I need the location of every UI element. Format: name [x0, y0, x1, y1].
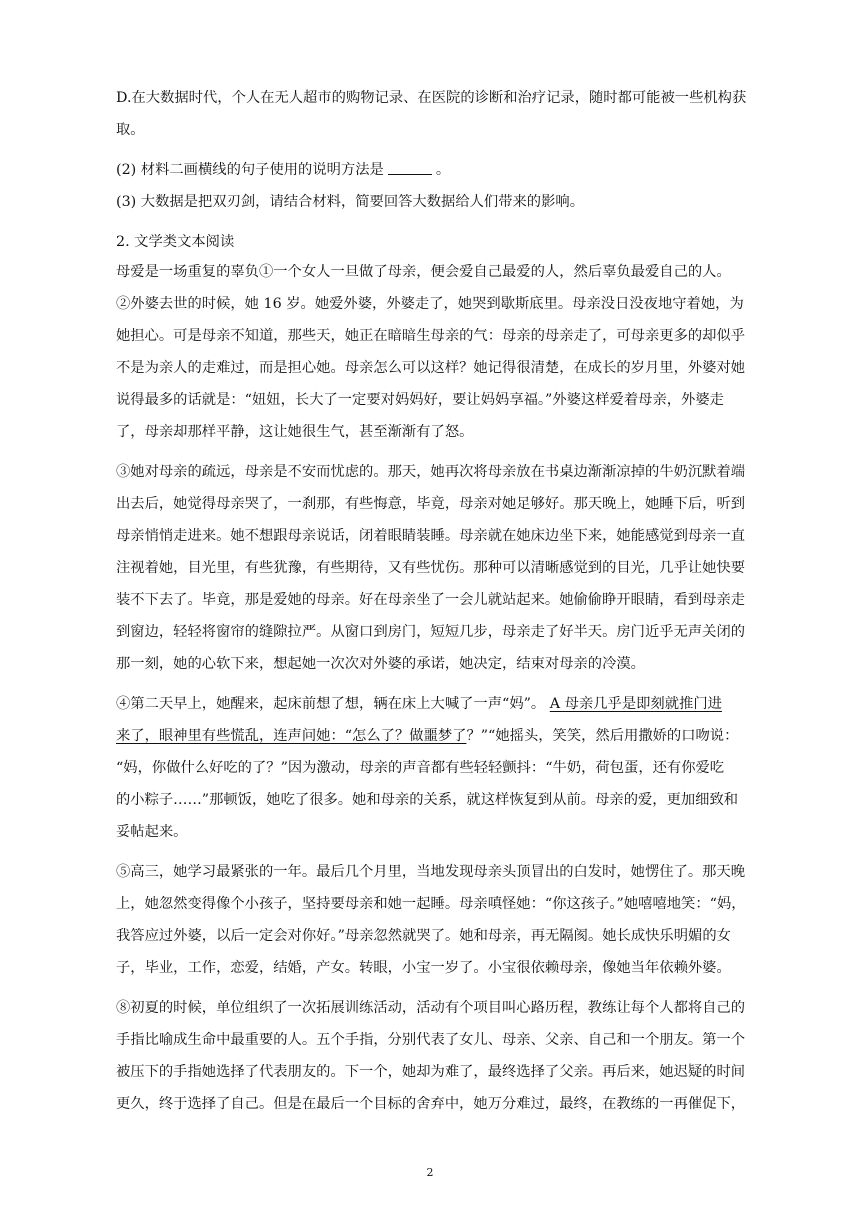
line-text: 妥帖起来。	[116, 824, 188, 840]
page-number: 2	[426, 1166, 434, 1179]
text-line	[116, 326, 756, 346]
line-text: 2. 文学类文本阅读	[116, 234, 235, 250]
line-text: ③她对母亲的疏远，母亲是不安而忧虑的。那天，她再次将母亲放在书桌边渐渐凉掉的牛奶沉默着端	[116, 464, 746, 480]
text-line	[116, 494, 756, 514]
line-text: ⑤高三，她学习最紧张的一年。最后几个月里，当地发现母亲头顶冒出的白发时，她愣住了。那天晚	[116, 864, 746, 880]
text-line	[116, 590, 756, 610]
line-text: 子，毕业，工作，恋爱，结婚，产女。转眼，小宝一岁了。小宝很依赖母亲，像她当年依赖外婆。	[116, 960, 731, 976]
text-line	[116, 1030, 756, 1050]
text-line	[116, 998, 756, 1018]
text-line	[116, 120, 756, 140]
line-text: 被压下的手指她选择了代表朋友的。下一个，她却为难了，最终选择了父亲。再后来，她迟疑的时间	[116, 1064, 746, 1080]
line-text: 出去后，她觉得母亲哭了，一刹那，有些悔意，毕竟，母亲对她足够好。那天晚上，她睡下后，听到	[116, 496, 746, 512]
text-line	[116, 862, 756, 882]
answer-blank[interactable]	[388, 160, 432, 175]
line-text: ②外婆去世的时候，她 16 岁。她爱外婆，外婆走了，她哭到歇斯底里。母亲没日没夜地守着她，为	[116, 296, 744, 312]
text-line	[116, 1094, 756, 1114]
text-line	[116, 758, 756, 778]
line-text: 到窗边，轻轻将窗帘的缝隙拉严。从窗口到房门，短短几步，母亲走了好半天。房门近乎无声关闭的	[116, 624, 746, 640]
line-text: 不是为亲人的走难过，而是担心她。母亲怎么可以这样？她记得很清楚，在成长的岁月里，外婆对她	[116, 360, 746, 376]
text-line	[116, 192, 756, 212]
text-line	[116, 526, 756, 546]
text-line	[116, 558, 756, 578]
line-text: ？”“她摇头，笑笑，然后用撒娇的口吻说：	[466, 728, 739, 744]
underlined-sentence: A 母亲几乎是即刻就推门进	[549, 696, 722, 712]
text-line	[116, 390, 756, 410]
text-line	[116, 262, 756, 282]
line-text: ⑧初夏的时候，单位组织了一次拓展训练活动，活动有个项目叫心路历程，教练让每个人都将自己的	[116, 1000, 746, 1016]
text-line	[116, 822, 756, 842]
line-text: ④第二天早上，她醒来，起床前想了想，辆在床上大喊了一声“妈”。	[116, 696, 546, 712]
text-line	[116, 358, 756, 378]
line-text: “妈，你做什么好吃的了？”因为激动，母亲的声音都有些轻轻颤抖：“牛奶，荷包蛋，还有你爱吃	[116, 760, 725, 776]
line-text: (2) 材料二画横线的句子使用的说明方法是	[116, 162, 384, 178]
text-line	[116, 790, 756, 810]
text-line	[116, 88, 756, 108]
text-line	[116, 926, 756, 946]
line-text: 上，她忽然变得像个小孩子，坚持要母亲和她一起睡。母亲嗔怪她：“你这孩子。”她嘻嘻地笑：“妈，	[116, 896, 746, 912]
line-text: 了，母亲却那样平静，这让她很生气，甚至渐渐有了怒。	[116, 424, 474, 440]
text-line	[116, 894, 756, 914]
line-text: 。	[435, 162, 451, 178]
line-text: 那一刻，她的心软下来，想起她一次次对外婆的承诺，她决定，结束对母亲的冷漠。	[116, 656, 645, 672]
text-line	[116, 422, 756, 442]
text-line	[116, 958, 756, 978]
line-text: 她担心。可是母亲不知道，那些天，她正在暗暗生母亲的气：母亲的母亲走了，可母亲更多的却似乎	[116, 328, 746, 344]
line-text: 母爱是一场重复的辜负①一个女人一旦做了母亲，便会爱自己最爱的人，然后辜负最爱自己的人。	[116, 264, 731, 280]
text-line	[116, 726, 756, 746]
text-line	[116, 654, 756, 674]
line-text: 说得最多的话就是：“妞妞，长大了一定要对妈妈好，要让妈妈享福。”外婆这样爱着母亲，外婆走	[116, 392, 724, 408]
text-line	[116, 694, 756, 714]
text-line	[116, 294, 756, 314]
text-line	[116, 462, 756, 482]
line-text: 我答应过外婆，以后一定会对你好。”母亲忽然就哭了。她和母亲，再无隔阂。她长成快乐明媚的女	[116, 928, 731, 944]
line-text: D.在大数据时代，个人在无人超市的购物记录、在医院的诊断和治疗记录，随时都可能被一些机构获	[116, 90, 747, 106]
line-text: 母亲悄悄走进来。她不想跟母亲说话，闭着眼睛装睡。母亲就在她床边坐下来，她能感觉到母亲一直	[116, 528, 746, 544]
line-text: 的小粽子……”那顿饭，她吃了很多。她和母亲的关系，就这样恢复到从前。母亲的爱，更加细致和	[116, 792, 739, 808]
text-line	[116, 232, 756, 252]
line-text: (3) 大数据是把双刃剑，请结合材料，简要回答大数据给人们带来的影响。	[116, 194, 584, 210]
line-text: 注视着她，目光里，有些犹豫，有些期待，又有些忧伤。那种可以清晰感觉到的目光，几乎让她快要	[116, 560, 746, 576]
line-text: 手指比喻成生命中最重要的人。五个手指，分别代表了女儿、母亲、父亲、自己和一个朋友。第一个	[116, 1032, 746, 1048]
text-line	[116, 622, 756, 642]
line-text: 装不下去了。毕竟，那是爱她的母亲。好在母亲坐了一会儿就站起来。她偷偷睁开眼睛，看到母亲走	[116, 592, 746, 608]
underlined-sentence: 来了，眼神里有些慌乱，连声问她：“怎么了？做噩梦了	[116, 728, 467, 744]
text-line	[116, 160, 756, 180]
line-text: 更久，终于选择了自己。但是在最后一个目标的舍弃中，她万分难过，最终，在教练的一再催促下，	[116, 1096, 746, 1112]
line-text: 取。	[116, 122, 145, 138]
text-line	[116, 1062, 756, 1082]
